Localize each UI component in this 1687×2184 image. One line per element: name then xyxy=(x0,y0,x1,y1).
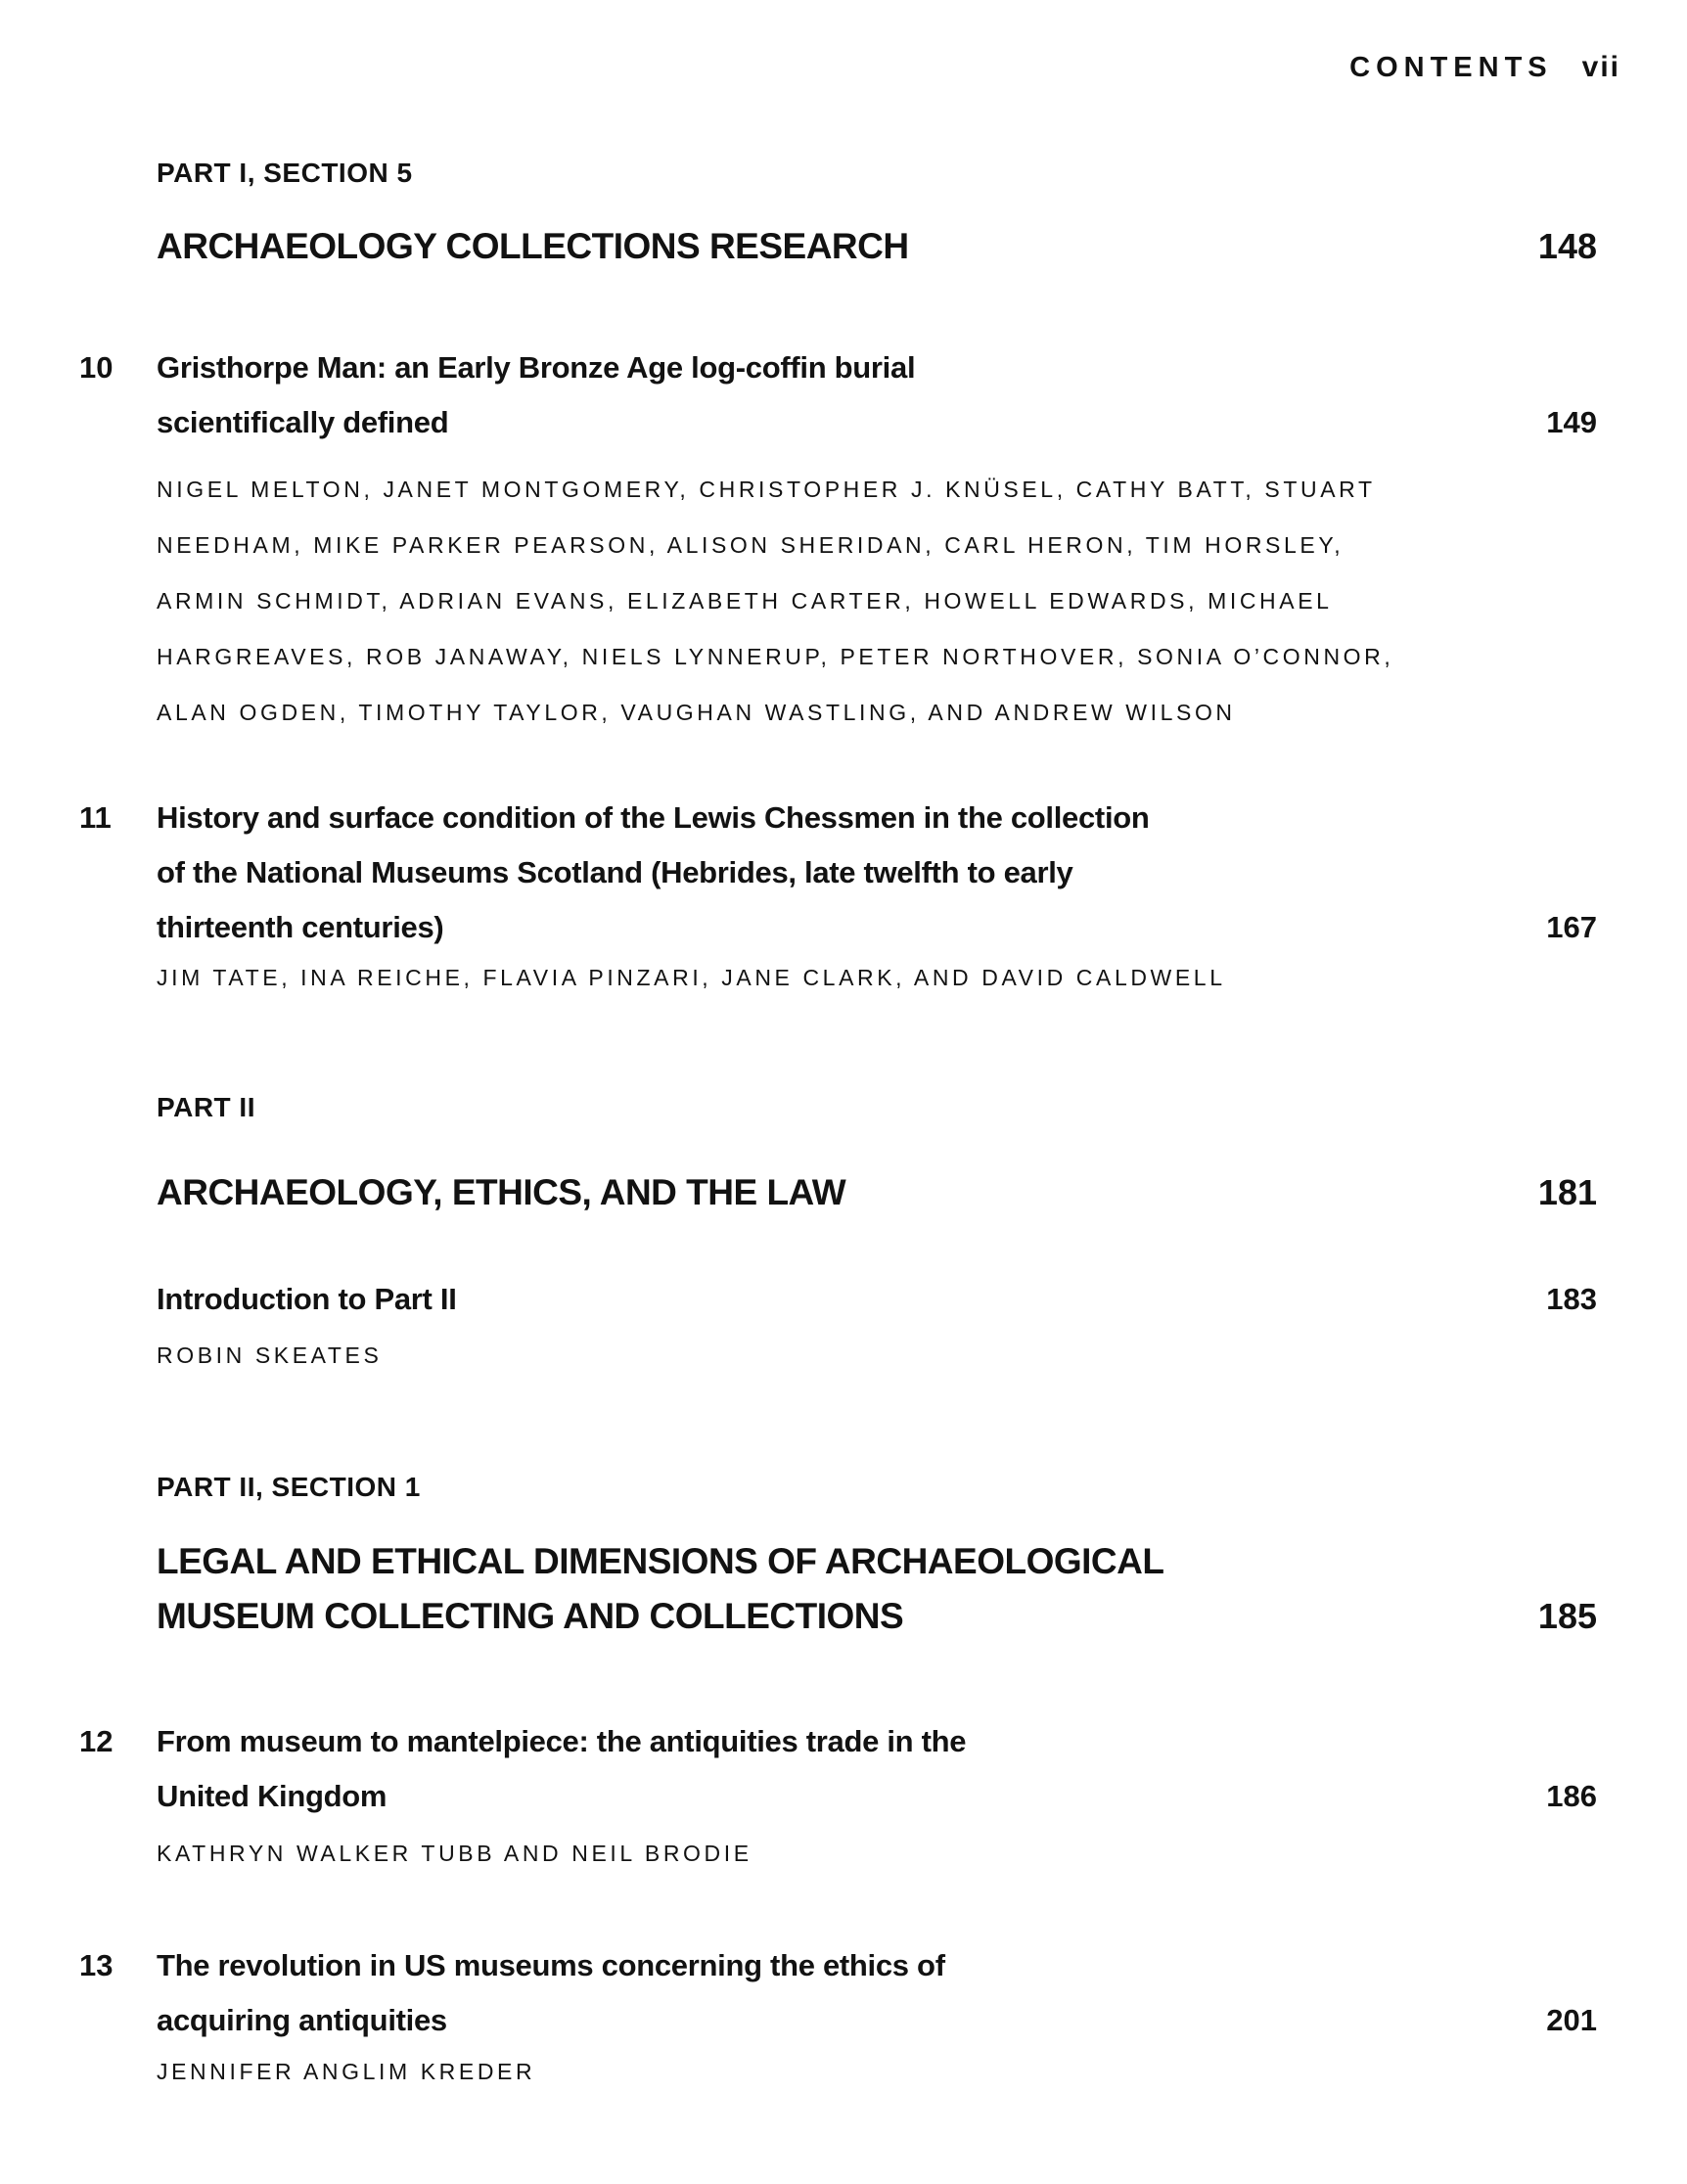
running-header xyxy=(1349,51,1620,84)
section-heading-part2 xyxy=(157,1172,1597,1213)
section-heading-page-number: 148 xyxy=(1537,226,1597,266)
chapter-title-line: United Kingdom xyxy=(157,1779,388,1813)
author-line: NIGEL MELTON, JANET MONTGOMERY, CHRISTOPHER J. KNÜSEL, CATHY BATT, STUART xyxy=(157,477,1376,502)
section-heading-page-number: 185 xyxy=(1537,1596,1597,1636)
author-line: HARGREAVES, ROB JANAWAY, NIELS LYNNERUP, PETER NORTHOVER, SONIA O’CONNOR, xyxy=(157,644,1394,669)
section-label-part2-section1: PART II, SECTION 1 xyxy=(157,1472,421,1502)
section-heading-part1-section5 xyxy=(157,226,1597,267)
author-line: ARMIN SCHMIDT, ADRIAN EVANS, ELIZABETH CARTER, HOWELL EDWARDS, MICHAEL xyxy=(157,588,1333,614)
toc-entry-introduction-part2 xyxy=(157,1282,1597,1317)
chapter-13-authors: JENNIFER ANGLIM KREDER xyxy=(157,2059,536,2084)
chapter-number: 11 xyxy=(79,800,112,835)
intro-title: Introduction to Part II xyxy=(157,1282,457,1316)
intro-page-number: 183 xyxy=(1546,1282,1597,1316)
chapter-title-line: thirteenth centuries) xyxy=(157,910,444,944)
chapter-10-authors xyxy=(157,462,1597,741)
author-line: ALAN OGDEN, TIMOTHY TAYLOR, VAUGHAN WASTLING, AND ANDREW WILSON xyxy=(157,700,1236,725)
chapter-title-line: acquiring antiquities xyxy=(157,2003,447,2037)
chapter-title-line: From museum to mantelpiece: the antiquities trade in the xyxy=(157,1724,967,1758)
section-heading-line: MUSEUM COLLECTING AND COLLECTIONS xyxy=(157,1596,904,1636)
chapter-page-number: 201 xyxy=(1546,2003,1597,2037)
chapter-title-line: History and surface condition of the Lewis Chessmen in the collection xyxy=(157,800,1150,835)
toc-entry-chapter-10 xyxy=(79,341,1597,450)
introduction-author: ROBIN SKEATES xyxy=(157,1342,383,1368)
author-line: NEEDHAM, MIKE PARKER PEARSON, ALISON SHERIDAN, CARL HERON, TIM HORSLEY, xyxy=(157,532,1345,558)
toc-entry-chapter-13 xyxy=(79,1938,1597,2048)
section-heading-part2-section1 xyxy=(157,1534,1597,1644)
chapter-title-line: of the National Museums Scotland (Hebrides, late twelfth to early xyxy=(157,855,1073,889)
chapter-11-authors: JIM TATE, INA REICHE, FLAVIA PINZARI, JANE CLARK, AND DAVID CALDWELL xyxy=(157,965,1226,990)
chapter-12-authors: KATHRYN WALKER TUBB AND NEIL BRODIE xyxy=(157,1841,752,1866)
toc-entry-chapter-12 xyxy=(79,1714,1597,1824)
chapter-number: 13 xyxy=(79,1948,114,1982)
chapter-page-number: 186 xyxy=(1546,1779,1597,1813)
running-header-title: CONTENTS xyxy=(1349,52,1553,83)
section-heading-title: ARCHAEOLOGY, ETHICS, AND THE LAW xyxy=(157,1172,846,1212)
running-header-page-number: vii xyxy=(1581,51,1620,83)
toc-entry-chapter-11 xyxy=(79,791,1597,955)
section-heading-page-number: 181 xyxy=(1537,1172,1597,1212)
section-heading-title: ARCHAEOLOGY COLLECTIONS RESEARCH xyxy=(157,226,909,266)
chapter-page-number: 149 xyxy=(1546,405,1597,439)
chapter-title-line: scientifically defined xyxy=(157,405,449,439)
section-heading-line: LEGAL AND ETHICAL DIMENSIONS OF ARCHAEOLOGICAL xyxy=(157,1541,1164,1581)
chapter-page-number: 167 xyxy=(1546,910,1597,944)
chapter-title-line: The revolution in US museums concerning the ethics of xyxy=(157,1948,945,1982)
chapter-title-line: Gristhorpe Man: an Early Bronze Age log-coffin burial xyxy=(157,350,916,385)
section-label-part1-section5: PART I, SECTION 5 xyxy=(157,158,413,188)
chapter-number: 10 xyxy=(79,350,114,385)
section-label-part2: PART II xyxy=(157,1092,255,1122)
chapter-number: 12 xyxy=(79,1724,114,1758)
